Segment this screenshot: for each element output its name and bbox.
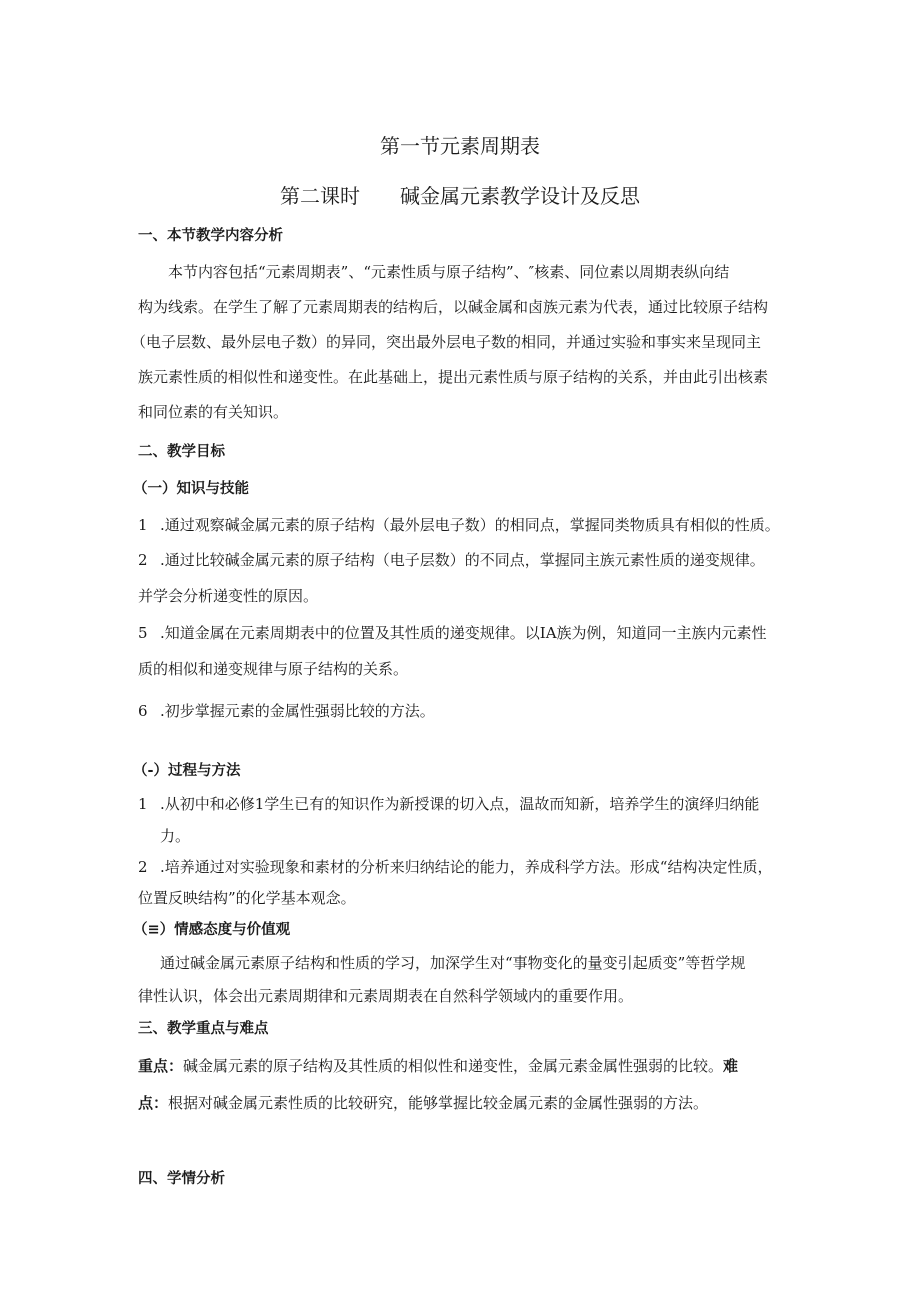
document-title: 第一节元素周期表 bbox=[380, 134, 540, 158]
subtitle-lesson: 第二课时 bbox=[280, 184, 360, 208]
attitude-line-1: 通过碱金属元素原子结构和性质的学习，加深学生对“事物变化的量变引起质变”等哲学规 bbox=[160, 954, 746, 972]
item-number: 1 bbox=[138, 795, 148, 813]
process-item-2-cont: 位置反映结构”的化学基本观念。 bbox=[138, 889, 356, 907]
difficulty-label-part-2: 点： bbox=[138, 1094, 169, 1112]
difficulty-text: 根据对碱金属元素性质的比较研究，能够掌握比较金属元素的金属性强弱的方法。 bbox=[168, 1094, 709, 1112]
knowledge-item-2 bbox=[138, 550, 765, 570]
section-1-line-3: （电子层数、最外层电子数）的异同，突出最外层电子数的相同，并通过实验和事实来呈现同主 bbox=[131, 333, 762, 351]
item-number: 6 bbox=[138, 702, 148, 720]
subsection-process-heading: （-）过程与方法 bbox=[133, 763, 241, 779]
item-text: .从初中和必修1学生已有的知识作为新授课的切入点，温故而知新，培养学生的演绎归纳能 bbox=[160, 795, 760, 813]
knowledge-item-2-cont: 并学会分析递变性的原因。 bbox=[138, 587, 319, 605]
key-point-text: 碱金属元素的原子结构及其性质的相似性和递变性，金属元素金属性强弱的比较。 bbox=[183, 1057, 724, 1075]
item-text: .知道金属在元素周期表中的位置及其性质的递变规律。以IA族为例，知道同一主族内元素性 bbox=[160, 624, 767, 642]
item-number: 2 bbox=[138, 858, 148, 876]
process-item-1-cont: 力。 bbox=[160, 827, 191, 845]
key-point-line bbox=[138, 1056, 738, 1076]
knowledge-item-6 bbox=[138, 701, 435, 721]
item-text: .培养通过对实验现象和素材的分析来归纳结论的能力，养成科学方法。形成“结构决定性质， bbox=[160, 858, 773, 876]
item-number: 2 bbox=[138, 551, 148, 569]
process-item-1 bbox=[138, 794, 759, 814]
difficulty-label-part-1: 难 bbox=[723, 1057, 739, 1075]
section-1-line-4: 族元素性质的相似性和递变性。在此基础上，提出元素性质与原子结构的关系，并由此引出核素 bbox=[138, 368, 769, 386]
section-1-line-1: 本节内容包括“元素周期表”、“元素性质与原子结构”、″核素、同位素以周期表纵向结 bbox=[168, 263, 730, 281]
item-number: 5 bbox=[138, 624, 148, 642]
knowledge-item-5-cont: 质的相似和递变规律与原子结构的关系。 bbox=[138, 660, 409, 678]
section-1-line-5: 和同位素的有关知识。 bbox=[138, 403, 289, 421]
item-text: .通过比较碱金属元素的原子结构（电子层数）的不同点，掌握同主族元素性质的递变规律。 bbox=[160, 551, 765, 569]
difficulty-line bbox=[138, 1093, 708, 1113]
attitude-line-2: 律性认识，体会出元素周期律和元素周期表在自然科学领域内的重要作用。 bbox=[138, 987, 634, 1005]
knowledge-item-1 bbox=[138, 515, 780, 535]
document-subtitle bbox=[0, 183, 920, 209]
subsection-knowledge-heading: （一）知识与技能 bbox=[133, 481, 249, 497]
subtitle-topic: 碱金属元素教学设计及反思 bbox=[400, 184, 640, 208]
section-2-heading: 二、教学目标 bbox=[138, 444, 225, 460]
knowledge-item-5 bbox=[138, 623, 767, 643]
item-text: .初步掌握元素的金属性强弱比较的方法。 bbox=[160, 702, 435, 720]
section-4-heading: 四、学情分析 bbox=[138, 1171, 225, 1187]
section-3-heading: 三、教学重点与难点 bbox=[138, 1021, 269, 1037]
section-1-line-2: 构为线索。在学生了解了元素周期表的结构后，以碱金属和卤族元素为代表，通过比较原子结构 bbox=[138, 298, 769, 316]
process-item-2 bbox=[138, 857, 772, 877]
key-point-label: 重点： bbox=[138, 1057, 184, 1075]
item-text: .通过观察碱金属元素的原子结构（最外层电子数）的相同点，掌握同类物质具有相似的性质。 bbox=[160, 516, 780, 534]
section-1-heading: 一、本节教学内容分析 bbox=[138, 228, 283, 244]
subsection-attitude-heading: （≡）情感态度与价值观 bbox=[133, 922, 291, 938]
item-number: 1 bbox=[138, 516, 148, 534]
